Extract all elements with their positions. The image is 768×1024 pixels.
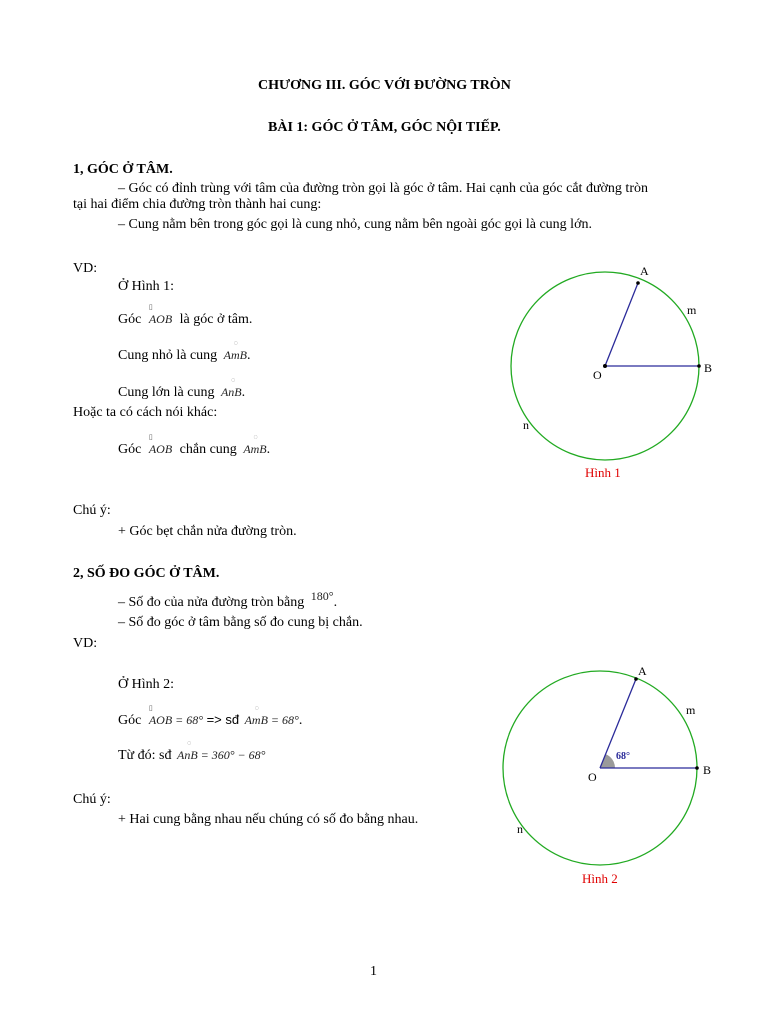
section2-fig-ref: Ở Hình 2:	[118, 677, 174, 692]
fig2-label-n: n	[517, 822, 523, 836]
section1-heading: 1, GÓC Ở TÂM.	[73, 162, 173, 177]
chan-cung-text: chắn cung	[179, 442, 237, 457]
section1-def-line1: – Góc có đỉnh trùng với tâm của đường tròn gọi là góc ở tâm. Hai cạnh của góc cắt đường tròn	[118, 181, 648, 196]
eq-amb-68: ◌ AmB = 68°	[244, 704, 299, 727]
section1-fig-ref: Ở Hình 1:	[118, 279, 174, 294]
lesson-title: BÀI 1: GÓC Ở TÂM, GÓC NỘI TIẾP.	[268, 120, 501, 135]
implies-sd: => sđ	[206, 712, 240, 727]
fig2-label-a: A	[638, 664, 647, 678]
section1-major-arc: Cung lớn là cung ◌ AnB.	[118, 376, 246, 400]
section1-other-way: Hoặc ta có cách nói khác:	[73, 405, 218, 420]
arc-amb: ◌ AmB	[223, 339, 247, 362]
figure-2	[490, 660, 730, 890]
section2-heading: 2, SỐ ĐO GÓC Ở TÂM.	[73, 566, 220, 581]
section2-line1: – Số đo của nửa đường tròn bằng 180°.	[118, 589, 338, 610]
fig1-label-b: B	[704, 361, 713, 375]
major-arc-label: Cung lớn là cung	[118, 385, 215, 400]
chapter-title: CHƯƠNG III. GÓC VỚI ĐƯỜNG TRÒN	[258, 78, 511, 93]
eq-anb: ◌ AnB = 360° − 68°	[176, 739, 266, 762]
fig2-caption: Hình 2	[582, 871, 618, 886]
page-number: 1	[370, 964, 377, 979]
figure-1	[490, 260, 730, 490]
center-angle-text: là góc ở tâm.	[179, 312, 253, 327]
eq-aob-68: ▯ AOB = 68°	[148, 704, 204, 727]
section1-subtends: Góc ▯ AOB chắn cung ◌ AmB.	[118, 433, 271, 457]
section1-minor-arc: Cung nhỏ là cung ◌ AmB.	[118, 339, 251, 363]
deg-180: 180°	[310, 589, 334, 603]
minor-arc-label: Cung nhỏ là cung	[118, 348, 218, 363]
section2-from: Từ đó: sđ ◌ AnB = 360° − 68°	[118, 739, 266, 763]
point-b-2	[695, 766, 699, 770]
arc-amb-2: ◌ AmB	[243, 433, 267, 456]
figure-1-drawing	[490, 260, 730, 490]
fig1-label-n: n	[523, 418, 529, 432]
point-a-1	[636, 281, 640, 285]
fig2-angle-label: 68°	[616, 751, 630, 762]
angle-aob: ▯ AOB	[148, 303, 173, 326]
point-b-1	[697, 364, 701, 368]
section1-def-line2: tại hai điểm chia đường tròn thành hai cung:	[73, 197, 322, 212]
section1-example-angle	[118, 303, 253, 328]
section2-example-eq: Góc ▯ AOB = 68° => sđ ◌ AmB = 68°.	[118, 704, 303, 728]
fig1-label-a: A	[640, 264, 649, 278]
fig2-label-m: m	[686, 703, 696, 717]
fig1-label-m: m	[687, 303, 697, 317]
fig1-caption: Hình 1	[585, 465, 621, 480]
section2-note: Chú ý:	[73, 792, 111, 807]
fig2-label-b: B	[703, 763, 712, 777]
fig1-label-o: O	[593, 368, 602, 382]
figure-2-drawing	[490, 660, 730, 890]
section2-line2: – Số đo góc ở tâm bằng số đo cung bị chắn.	[118, 615, 363, 630]
section1-vd: VD:	[73, 261, 98, 276]
section2-vd: VD:	[73, 636, 98, 651]
center-point-1	[603, 364, 607, 368]
section1-def-line3: – Cung nằm bên trong góc gọi là cung nhỏ, cung nằm bên ngoài góc gọi là cung lớn.	[118, 217, 592, 232]
goc-label-2: Góc	[118, 442, 142, 457]
fig2-label-o: O	[588, 770, 597, 784]
goc-label: Góc	[118, 312, 142, 327]
section1-note: Chú ý:	[73, 503, 111, 518]
angle-aob-2: ▯ AOB	[148, 433, 173, 456]
arc-anb: ◌ AnB	[220, 376, 242, 399]
radius-oa-1	[605, 283, 638, 366]
section2-note-text: + Hai cung bằng nhau nếu chúng có số đo bằng nhau.	[118, 812, 419, 827]
section1-note-text: + Góc bẹt chắn nửa đường tròn.	[118, 524, 297, 539]
